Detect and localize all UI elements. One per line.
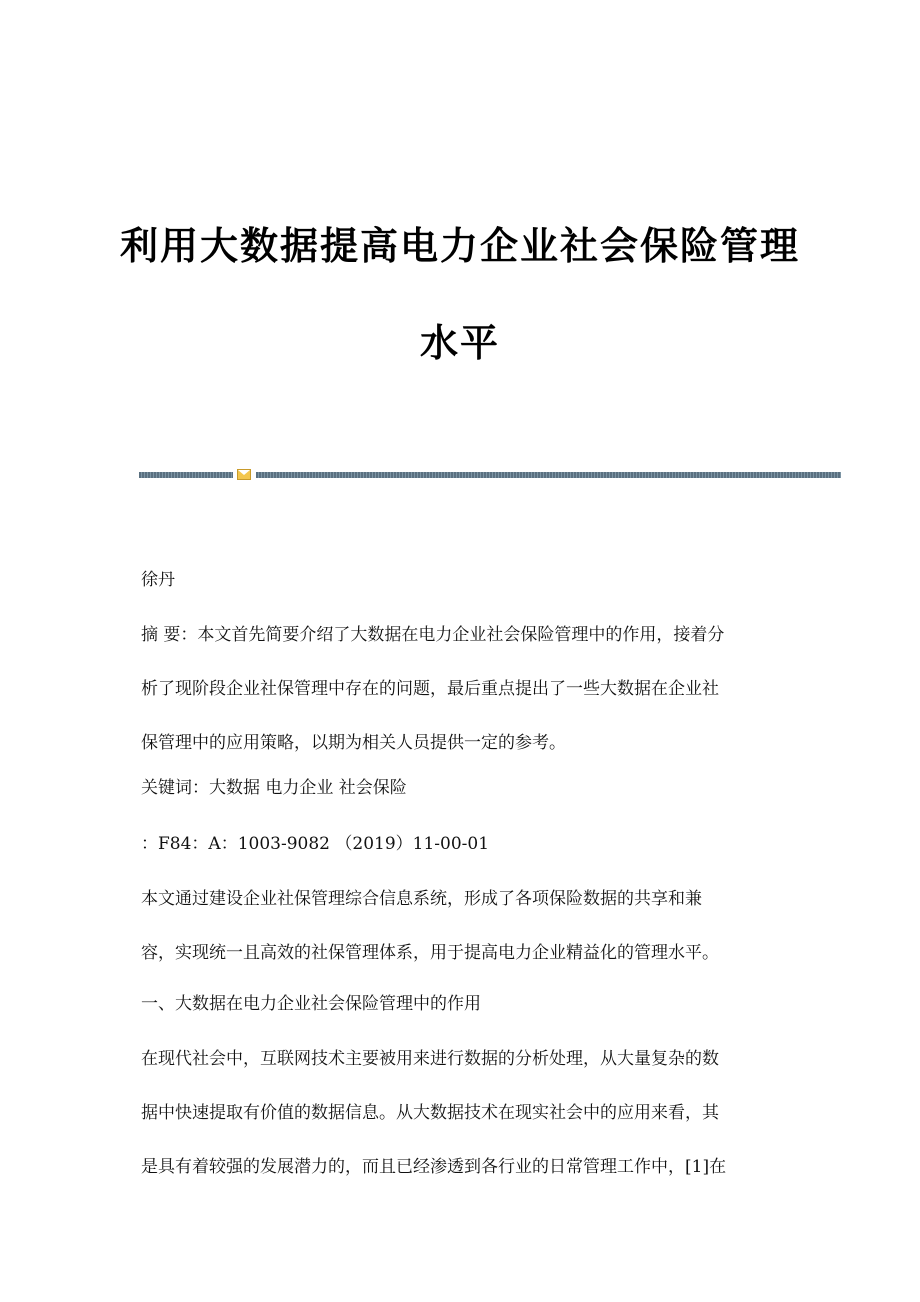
- body-paragraph: [141, 1032, 791, 1194]
- paragraph-line: 是具有着较强的发展潜力的，而且已经渗透到各行业的日常管理工作中，[1]在: [141, 1157, 727, 1177]
- author-name: 徐丹: [141, 570, 175, 590]
- intro-paragraph: [141, 872, 791, 980]
- document-title-line-1: 利用大数据提高电力企业社会保险管理: [119, 223, 800, 268]
- keywords: 关键词：大数据 电力企业 社会保险: [141, 778, 407, 798]
- document-title-line-2: 水平: [419, 320, 500, 365]
- abstract-line: 析了现阶段企业社保管理中存在的问题，最后重点提出了一些大数据在企业社: [141, 679, 719, 699]
- divider-bar-left: [139, 472, 233, 478]
- paragraph-line: 容，实现统一且高效的社保管理体系，用于提高电力企业精益化的管理水平。: [141, 943, 719, 963]
- paragraph-line: 在现代社会中，互联网技术主要被用来进行数据的分析处理，从大量复杂的数: [141, 1049, 719, 1069]
- paragraph-line: 本文通过建设企业社保管理综合信息系统，形成了各项保险数据的共享和兼: [141, 889, 702, 909]
- classification-code: ：F84：A：1003-9082 （2019）11-00-01: [141, 834, 490, 854]
- title-divider: [139, 469, 841, 481]
- abstract: [141, 608, 791, 770]
- divider-bar-right: [256, 472, 841, 478]
- abstract-line: 保管理中的应用策略，以期为相关人员提供一定的参考。: [141, 733, 566, 753]
- section-heading: 一、大数据在电力企业社会保险管理中的作用: [141, 994, 481, 1014]
- abstract-line: 摘 要：本文首先简要介绍了大数据在电力企业社会保险管理中的作用，接着分: [141, 625, 725, 645]
- paragraph-line: 据中快速提取有价值的数据信息。从大数据技术在现实社会中的应用来看，其: [141, 1103, 719, 1123]
- envelope-icon: [237, 469, 251, 480]
